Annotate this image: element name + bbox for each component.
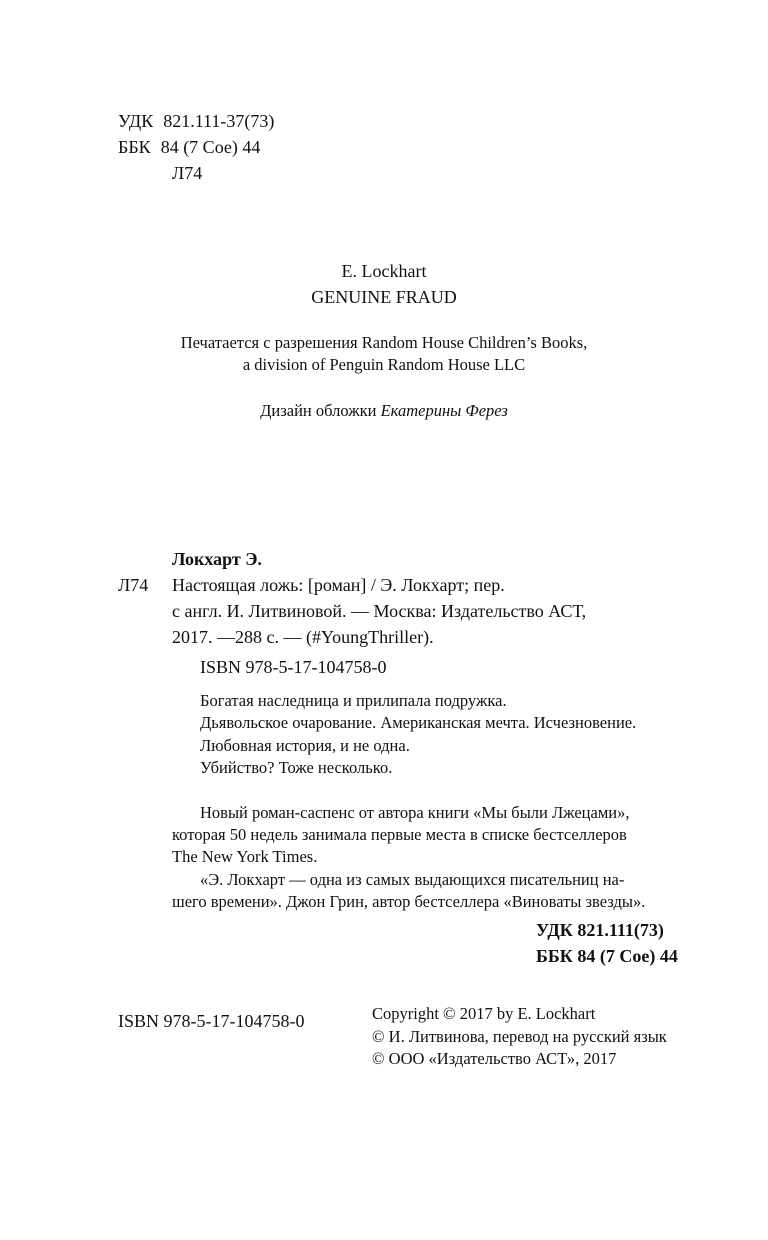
copyright-line-3: © ООО «Издательство АСТ», 2017 (372, 1049, 617, 1068)
udk-label: УДК (118, 111, 154, 131)
annotation-line-4: Убийство? Тоже несколько. (200, 758, 393, 777)
cover-designer-name: Екатерины Ферез (380, 401, 508, 420)
catalog-author-mark: Л74 (118, 575, 149, 595)
catalog-line-3: 2017. —288 с. — (#YoungThriller). (172, 627, 434, 647)
bbk-label: ББК (118, 137, 151, 157)
permission-line-2: a division of Penguin Random House LLC (242, 355, 526, 374)
annotation-line-2: Дьявольское очарование. Американская мечта. Исчезновение. (200, 713, 637, 732)
permission-line-1: Печатается с разрешения Random House Children’s Books, (180, 333, 588, 352)
annotation-line-1: Богатая наследница и прилипала подружка. (200, 691, 507, 710)
original-title: GENUINE FRAUD (311, 287, 457, 307)
bbk-value: 84 (7 Сое) 44 (160, 137, 261, 157)
catalog-author-heading: Локхарт Э. (172, 549, 262, 569)
annotation-line-7: The New York Times. (172, 847, 318, 866)
catalog-line-2: с англ. И. Литвиновой. — Москва: Издательство АСТ, (172, 601, 587, 621)
footer-isbn: ISBN 978-5-17-104758-0 (118, 1011, 305, 1031)
catalog-isbn: ISBN 978-5-17-104758-0 (200, 657, 387, 677)
annotation-line-8: «Э. Локхарт — одна из самых выдающихся писательниц на- (200, 870, 625, 889)
bbk-line (118, 136, 260, 158)
catalog-line-1: Настоящая ложь: [роман] / Э. Локхарт; пер. (172, 575, 505, 595)
bbk-code-bottom: ББК 84 (7 Сое) 44 (536, 946, 678, 966)
annotation-line-9: шего времени». Джон Грин, автор бестселлера «Виноваты звезды». (172, 892, 646, 911)
annotation-line-6: которая 50 недель занимала первые места в списке бестселлеров (172, 825, 627, 844)
udk-code-bottom: УДК 821.111(73) (536, 920, 664, 940)
cover-design-prefix: Дизайн обложки (260, 401, 381, 420)
original-author: E. Lockhart (341, 261, 427, 281)
copyright-line-2: © И. Литвинова, перевод на русский язык (372, 1027, 667, 1046)
udk-value: 821.111-37(73) (163, 111, 275, 131)
copyright-line-1: Copyright © 2017 by E. Lockhart (372, 1004, 596, 1023)
annotation-line-3: Любовная история, и не одна. (200, 736, 410, 755)
cover-design-credit (0, 400, 768, 422)
udk-line (118, 110, 274, 132)
author-mark-top: Л74 (172, 163, 203, 183)
annotation-line-5: Новый роман-саспенс от автора книги «Мы были Лжецами», (200, 803, 630, 822)
